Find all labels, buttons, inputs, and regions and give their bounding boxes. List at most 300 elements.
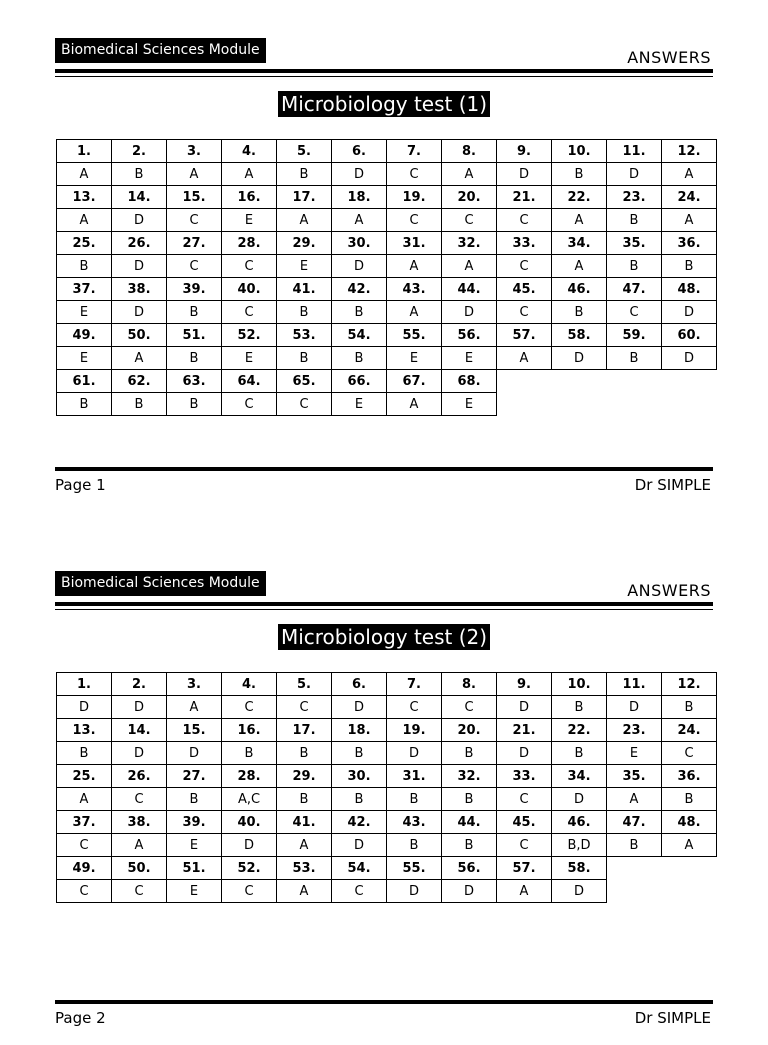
answer-cell: B [607,347,662,370]
question-number-cell: 12. [662,673,717,696]
question-number-cell: 58. [552,857,607,880]
question-number-cell: 39. [167,278,222,301]
answer-cell: B [57,255,112,278]
answer-cell: B [277,301,332,324]
question-number-cell: 42. [332,278,387,301]
question-number-cell: 42. [332,811,387,834]
answer-cell: B [277,347,332,370]
answer-cell: B [662,788,717,811]
empty-cell [662,370,717,393]
answer-cell: D [167,742,222,765]
question-number-cell: 52. [222,857,277,880]
answer-cell: E [387,347,442,370]
answer-cell: C [442,696,497,719]
question-number-cell: 62. [112,370,167,393]
answer-cell: B [607,255,662,278]
answer-grid [56,139,717,416]
answer-row [57,696,717,719]
answer-cell: E [57,301,112,324]
question-number-cell: 21. [497,186,552,209]
answer-cell: D [112,209,167,232]
question-number-cell: 26. [112,232,167,255]
answer-cell: B [167,393,222,416]
answer-cell: B [167,788,222,811]
answer-cell: A [442,255,497,278]
answer-cell: A [387,393,442,416]
question-number-cell: 36. [662,232,717,255]
question-number-cell: 24. [662,719,717,742]
answer-cell: E [167,834,222,857]
question-number-cell: 5. [277,673,332,696]
question-number-cell: 29. [277,232,332,255]
question-number-cell: 46. [552,278,607,301]
answer-cell: A [277,880,332,903]
answer-cell: B [57,742,112,765]
empty-cell [662,880,717,903]
question-number-cell: 3. [167,673,222,696]
answer-cell: D [222,834,277,857]
answer-cell: D [662,347,717,370]
question-number-cell: 1. [57,673,112,696]
answer-cell: B,D [552,834,607,857]
answer-cell: C [222,301,277,324]
answer-cell: A [552,209,607,232]
question-number-cell: 64. [222,370,277,393]
question-number-cell: 2. [112,673,167,696]
question-number-row [57,278,717,301]
answer-cell: A [387,255,442,278]
answer-cell: E [167,880,222,903]
question-number-cell: 39. [167,811,222,834]
answer-cell: A [497,880,552,903]
answer-cell: C [112,788,167,811]
question-number-cell: 58. [552,324,607,347]
question-number-cell: 43. [387,811,442,834]
answer-cell: A [332,209,387,232]
answer-cell: D [607,163,662,186]
answer-cell: B [662,255,717,278]
question-number-cell: 50. [112,857,167,880]
module-badge: Biomedical Sciences Module [55,38,266,63]
question-number-cell: 17. [277,719,332,742]
question-number-cell: 16. [222,186,277,209]
answer-cell: D [552,347,607,370]
answer-cell: B [662,696,717,719]
answer-cell: A [57,163,112,186]
header-rule-thin [55,76,713,77]
question-number-cell: 18. [332,186,387,209]
question-number-cell: 22. [552,719,607,742]
question-number-cell: 23. [607,186,662,209]
question-number-cell: 66. [332,370,387,393]
question-number-cell: 20. [442,719,497,742]
question-number-cell: 28. [222,765,277,788]
answer-cell: C [497,788,552,811]
answer-cell: D [387,880,442,903]
answer-cell: C [387,209,442,232]
header-rule-thin [55,609,713,610]
answer-page-1 [0,0,768,512]
question-number-cell: 48. [662,278,717,301]
answer-cell: C [277,393,332,416]
question-number-cell: 37. [57,278,112,301]
test-title: Microbiology test (2) [278,624,490,650]
module-badge: Biomedical Sciences Module [55,571,266,596]
question-number-cell: 8. [442,140,497,163]
question-number-cell: 32. [442,765,497,788]
empty-cell [607,857,662,880]
question-number-cell: 30. [332,232,387,255]
question-number-cell: 18. [332,719,387,742]
question-number-cell: 10. [552,673,607,696]
question-number-cell: 40. [222,278,277,301]
answer-cell: C [57,880,112,903]
answer-row [57,163,717,186]
empty-cell [497,393,552,416]
answer-row [57,788,717,811]
question-number-cell: 54. [332,324,387,347]
question-number-cell: 52. [222,324,277,347]
answer-cell: B [552,163,607,186]
question-number-cell: 22. [552,186,607,209]
answer-cell: B [332,301,387,324]
answer-cell: A [387,301,442,324]
answer-cell: D [332,834,387,857]
answer-cell: B [442,834,497,857]
answer-cell: E [277,255,332,278]
question-number-cell: 35. [607,765,662,788]
author-name: Dr SIMPLE [634,1009,711,1027]
answer-cell: D [497,163,552,186]
answer-cell: C [57,834,112,857]
question-number-cell: 11. [607,673,662,696]
question-number-cell: 59. [607,324,662,347]
answer-cell: B [167,301,222,324]
question-number-cell: 40. [222,811,277,834]
answer-cell: A [662,834,717,857]
question-number-cell: 47. [607,811,662,834]
answer-cell: B [167,347,222,370]
answer-cell: C [222,393,277,416]
question-number-cell: 27. [167,765,222,788]
question-number-cell: 30. [332,765,387,788]
answer-cell: B [222,742,277,765]
question-number-cell: 17. [277,186,332,209]
question-number-cell: 9. [497,140,552,163]
answer-cell: A [277,209,332,232]
question-number-cell: 38. [112,811,167,834]
answer-cell: E [442,393,497,416]
header-rule [55,602,713,606]
answer-cell: C [442,209,497,232]
question-number-cell: 36. [662,765,717,788]
question-number-cell: 10. [552,140,607,163]
answer-cell: A [277,834,332,857]
test-title-wrap [0,91,768,117]
answer-cell: A [57,209,112,232]
answers-heading: ANSWERS [627,48,711,67]
question-number-cell: 21. [497,719,552,742]
question-number-cell: 14. [112,186,167,209]
answer-cell: C [662,742,717,765]
question-number-cell: 20. [442,186,497,209]
answer-grid [56,672,717,903]
answer-cell: C [222,696,277,719]
question-number-row [57,673,717,696]
answer-cell: B [332,347,387,370]
header-rule [55,69,713,73]
answer-row [57,742,717,765]
answer-cell: E [222,347,277,370]
question-number-cell: 44. [442,278,497,301]
answer-row [57,880,717,903]
question-number-cell: 34. [552,765,607,788]
question-number-cell: 31. [387,765,442,788]
question-number-cell: 29. [277,765,332,788]
answer-cell: D [662,301,717,324]
answer-cell: C [607,301,662,324]
question-number-cell: 25. [57,232,112,255]
answer-cell: C [167,209,222,232]
answer-cell: B [552,742,607,765]
empty-cell [552,370,607,393]
question-number-cell: 45. [497,811,552,834]
empty-cell [607,880,662,903]
answer-cell: D [112,301,167,324]
answer-cell: D [332,255,387,278]
question-number-cell: 24. [662,186,717,209]
answer-cell: A [662,209,717,232]
test-title-wrap [0,624,768,650]
answer-cell: C [387,163,442,186]
question-number-row [57,719,717,742]
question-number-cell: 57. [497,857,552,880]
question-number-cell: 34. [552,232,607,255]
answer-cell: D [607,696,662,719]
answer-row [57,209,717,232]
question-number-cell: 2. [112,140,167,163]
answer-cell: C [222,880,277,903]
question-number-cell: 68. [442,370,497,393]
question-number-cell: 56. [442,857,497,880]
footer-rule [55,1000,713,1004]
question-number-cell: 6. [332,673,387,696]
answer-cell: C [112,880,167,903]
answer-cell: B [277,742,332,765]
empty-cell [607,393,662,416]
question-number-row [57,857,717,880]
answer-cell: C [497,209,552,232]
question-number-cell: 19. [387,719,442,742]
question-number-cell: 6. [332,140,387,163]
answer-cell: C [497,834,552,857]
page-number: Page 2 [55,1009,106,1027]
answer-page-2 [0,533,768,1045]
question-number-cell: 51. [167,324,222,347]
question-number-cell: 57. [497,324,552,347]
answer-row [57,301,717,324]
answer-cell: C [222,255,277,278]
empty-cell [552,393,607,416]
answer-cell: D [112,742,167,765]
question-number-cell: 15. [167,186,222,209]
answer-cell: A [552,255,607,278]
question-number-cell: 11. [607,140,662,163]
question-number-cell: 61. [57,370,112,393]
question-number-cell: 45. [497,278,552,301]
answer-cell: A,C [222,788,277,811]
answer-cell: B [442,788,497,811]
question-number-cell: 46. [552,811,607,834]
question-number-cell: 44. [442,811,497,834]
answer-cell: E [442,347,497,370]
empty-cell [607,370,662,393]
question-number-cell: 1. [57,140,112,163]
question-number-cell: 54. [332,857,387,880]
answer-cell: C [332,880,387,903]
answer-row [57,393,717,416]
answer-cell: C [167,255,222,278]
question-number-cell: 47. [607,278,662,301]
answer-cell: D [387,742,442,765]
answer-cell: D [442,301,497,324]
answer-cell: A [57,788,112,811]
question-number-cell: 37. [57,811,112,834]
answer-cell: E [607,742,662,765]
answer-cell: E [57,347,112,370]
question-number-cell: 19. [387,186,442,209]
answer-cell: A [442,163,497,186]
answer-cell: B [112,163,167,186]
question-number-cell: 23. [607,719,662,742]
question-number-cell: 8. [442,673,497,696]
question-number-cell: 41. [277,278,332,301]
answer-cell: A [167,696,222,719]
answer-row [57,347,717,370]
answer-cell: B [387,834,442,857]
question-number-cell: 27. [167,232,222,255]
answer-cell: D [332,163,387,186]
question-number-cell: 53. [277,857,332,880]
question-number-cell: 43. [387,278,442,301]
answer-cell: D [57,696,112,719]
question-number-cell: 3. [167,140,222,163]
answer-cell: C [387,696,442,719]
answer-row [57,255,717,278]
question-number-cell: 60. [662,324,717,347]
question-number-cell: 28. [222,232,277,255]
answer-cell: A [112,834,167,857]
answer-cell: B [112,393,167,416]
answer-cell: B [442,742,497,765]
question-number-cell: 15. [167,719,222,742]
question-number-row [57,765,717,788]
answer-cell: A [607,788,662,811]
question-number-cell: 12. [662,140,717,163]
question-number-cell: 67. [387,370,442,393]
question-number-cell: 63. [167,370,222,393]
question-number-cell: 4. [222,140,277,163]
question-number-cell: 41. [277,811,332,834]
answers-heading: ANSWERS [627,581,711,600]
answer-cell: B [277,163,332,186]
question-number-cell: 5. [277,140,332,163]
answer-cell: B [607,834,662,857]
question-number-cell: 26. [112,765,167,788]
answer-cell: E [332,393,387,416]
question-number-cell: 56. [442,324,497,347]
answer-cell: B [552,696,607,719]
question-number-cell: 16. [222,719,277,742]
answer-cell: C [497,255,552,278]
question-number-cell: 35. [607,232,662,255]
question-number-cell: 31. [387,232,442,255]
answer-cell: C [497,301,552,324]
answer-cell: B [332,788,387,811]
answer-cell: A [112,347,167,370]
answer-cell: A [662,163,717,186]
question-number-cell: 14. [112,719,167,742]
answer-cell: D [552,880,607,903]
empty-cell [662,393,717,416]
footer-rule [55,467,713,471]
answer-cell: B [332,742,387,765]
question-number-row [57,324,717,347]
question-number-cell: 50. [112,324,167,347]
question-number-cell: 65. [277,370,332,393]
answer-cell: A [222,163,277,186]
question-number-cell: 51. [167,857,222,880]
answer-cell: C [277,696,332,719]
question-number-row [57,232,717,255]
question-number-row [57,811,717,834]
answer-cell: B [277,788,332,811]
answer-row [57,834,717,857]
question-number-cell: 48. [662,811,717,834]
question-number-row [57,370,717,393]
question-number-cell: 4. [222,673,277,696]
answer-cell: D [552,788,607,811]
answer-cell: D [497,696,552,719]
question-number-cell: 38. [112,278,167,301]
question-number-cell: 7. [387,673,442,696]
page-number: Page 1 [55,476,106,494]
question-number-cell: 49. [57,324,112,347]
answer-cell: D [112,255,167,278]
answer-cell: D [442,880,497,903]
question-number-row [57,186,717,209]
question-number-cell: 33. [497,765,552,788]
answer-cell: D [497,742,552,765]
question-number-cell: 33. [497,232,552,255]
answer-cell: B [57,393,112,416]
answer-cell: A [167,163,222,186]
answer-cell: B [607,209,662,232]
test-title: Microbiology test (1) [278,91,490,117]
question-number-row [57,140,717,163]
question-number-cell: 7. [387,140,442,163]
question-number-cell: 9. [497,673,552,696]
question-number-cell: 25. [57,765,112,788]
empty-cell [662,857,717,880]
question-number-cell: 13. [57,186,112,209]
answer-cell: B [387,788,442,811]
question-number-cell: 49. [57,857,112,880]
author-name: Dr SIMPLE [634,476,711,494]
question-number-cell: 13. [57,719,112,742]
empty-cell [497,370,552,393]
answer-cell: D [332,696,387,719]
